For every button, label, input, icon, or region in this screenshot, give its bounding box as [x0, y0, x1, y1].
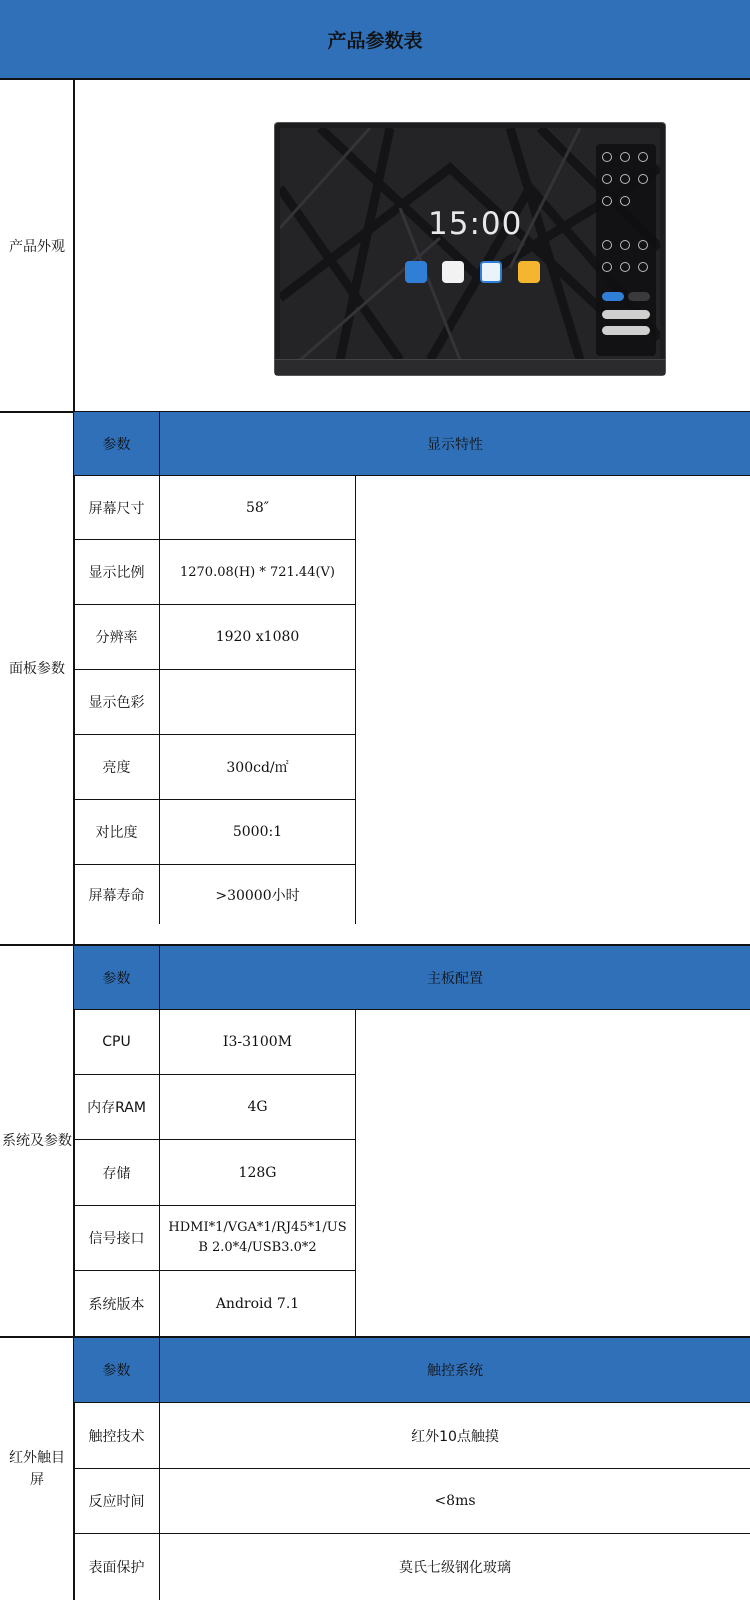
- camera-icon: [620, 196, 630, 206]
- product-screen: [280, 128, 660, 360]
- android-icon: [638, 262, 648, 272]
- lock-icon: [620, 174, 630, 184]
- system-row-value: Android 7.1: [160, 1271, 356, 1336]
- hdmi2-icon: [620, 240, 630, 250]
- touch-row-name: 触控技术: [74, 1403, 160, 1469]
- pc-icon: [620, 262, 630, 272]
- panel-label: 面板参数: [9, 661, 65, 677]
- usb-icon: [602, 262, 612, 272]
- system-row-value: 128G: [160, 1140, 356, 1206]
- system-row-value: I3-3100M: [160, 1010, 356, 1075]
- touch-row-value: 莫氏七级钢化玻璃: [399, 1560, 511, 1576]
- system-row-name: 信号接口: [74, 1206, 160, 1271]
- hdmi-icon: [602, 240, 612, 250]
- touch-param-header: 参数: [74, 1338, 160, 1403]
- panel-row-name: 显示比例: [74, 540, 160, 605]
- timer-icon: [638, 174, 648, 184]
- panel-row-value: 300cd/㎡: [160, 735, 356, 800]
- system-label: 系统及参数: [2, 1133, 72, 1149]
- vga-icon: [638, 240, 648, 250]
- brightness-slider: [602, 326, 650, 335]
- touch-row-name: 反应时间: [74, 1469, 160, 1534]
- side-panel: [596, 144, 656, 356]
- system-row-value: 4G: [160, 1075, 356, 1140]
- eye-icon: [602, 196, 612, 206]
- panel-param-header: 参数: [74, 412, 160, 476]
- sound-icon: [620, 152, 630, 162]
- panel-row-name: 对比度: [74, 800, 160, 865]
- wifi-toggle: [602, 292, 624, 301]
- panel-row-value: [160, 670, 356, 735]
- system-row-name: 存储: [74, 1140, 160, 1206]
- panel-row-name: 显示色彩: [74, 670, 160, 735]
- panel-section-header: 显示特性: [160, 412, 750, 476]
- whiteboard-app-icon: [405, 261, 427, 283]
- volume-slider: [602, 310, 650, 319]
- system-row-value: HDMI*1/VGA*1/RJ45*1/USB 2.0*4/USB3.0*2: [160, 1206, 356, 1271]
- system-row-name: CPU: [74, 1010, 160, 1075]
- page-title: 产品参数表: [0, 0, 750, 80]
- display-icon: [638, 152, 648, 162]
- panel-row-name: 分辨率: [74, 605, 160, 670]
- panel-row-name: 屏幕寿命: [74, 865, 160, 924]
- monitor-bezel: [275, 359, 665, 375]
- panel-row-name: 亮度: [74, 735, 160, 800]
- bluetooth-toggle: [628, 292, 650, 301]
- panel-row-value: >30000小时: [160, 865, 356, 924]
- panel-row-value: 58″: [160, 476, 356, 540]
- screenshot-icon: [602, 174, 612, 184]
- product-image: [275, 123, 665, 375]
- settings-icon: [602, 152, 612, 162]
- touch-row-value: 红外10点触摸: [160, 1403, 750, 1469]
- folder-app-icon: [518, 261, 540, 283]
- panel-row-value: 1270.08(H) * 721.44(V): [160, 540, 356, 605]
- system-row-name: 内存RAM: [74, 1075, 160, 1140]
- screen-clock: 15:00: [428, 206, 523, 242]
- system-row-name: 系统版本: [74, 1271, 160, 1336]
- touch-row-value: <8ms: [160, 1469, 750, 1534]
- assistant-app-icon: [480, 261, 502, 283]
- panel-row-value: 1920 x1080: [160, 605, 356, 670]
- touch-section-header: 触控系统: [160, 1338, 750, 1403]
- document-app-icon: [442, 261, 464, 283]
- appearance-label: 产品外观: [9, 239, 65, 255]
- touch-label: 红外触目屏: [9, 1450, 65, 1488]
- system-section-header: 主板配置: [160, 946, 750, 1010]
- panel-row-value: 5000:1: [160, 800, 356, 865]
- system-param-header: 参数: [74, 946, 160, 1010]
- touch-row-name: 表面保护: [74, 1534, 160, 1600]
- panel-row-name: 屏幕尺寸: [74, 476, 160, 540]
